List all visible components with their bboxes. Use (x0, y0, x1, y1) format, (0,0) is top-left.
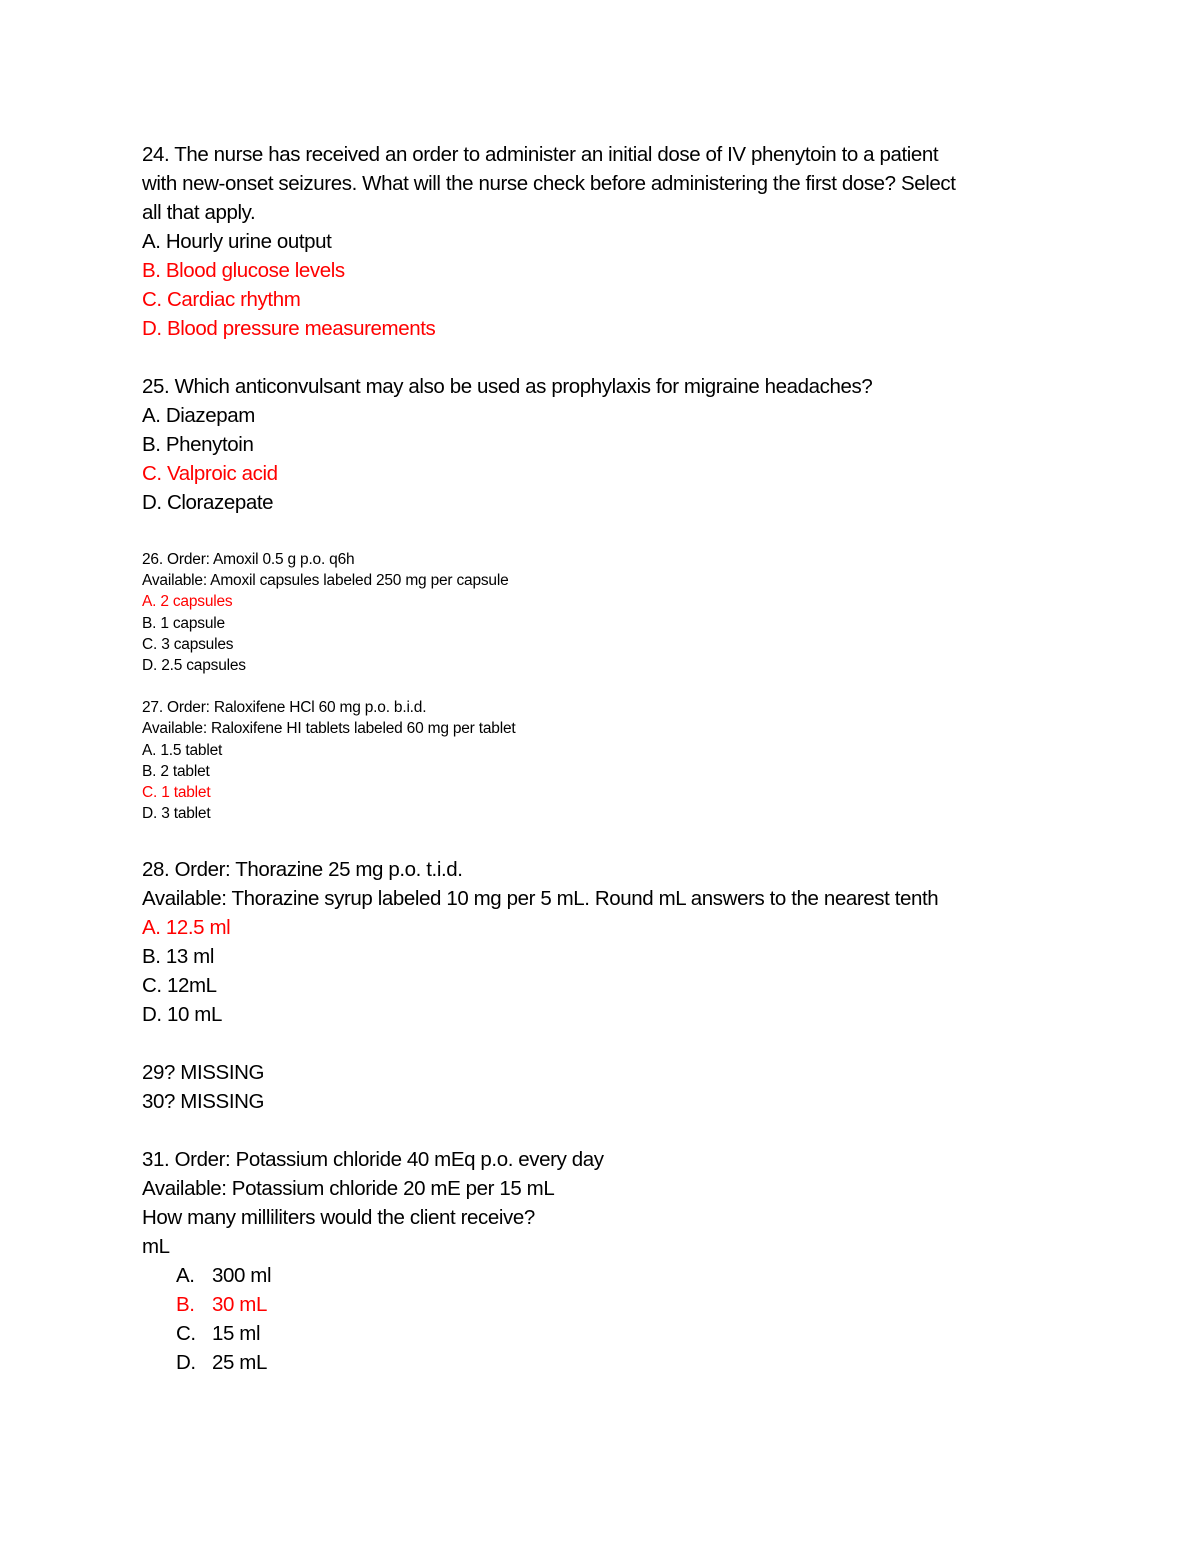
option-text: 15 ml (212, 1322, 261, 1346)
spacer (142, 676, 1062, 697)
document-page (142, 140, 1062, 1377)
question-27-option-a: A. 1.5 tablet (142, 741, 223, 759)
question-31-options (142, 1261, 1062, 1377)
question-27-order: 27. Order: Raloxifene HCl 60 mg p.o. b.i.d. (142, 699, 427, 717)
question-26 (142, 549, 1062, 676)
question-24-line-3: all that apply. (142, 201, 256, 224)
question-25 (142, 372, 1062, 517)
question-28 (142, 855, 1062, 1029)
question-28-available: Available: Thorazine syrup labeled 10 mg per 5 mL. Round mL answers to the nearest tenth (142, 887, 939, 911)
question-31 (142, 1145, 1062, 1377)
option-text: 30 mL (212, 1293, 267, 1317)
question-24-option-a: A. Hourly urine output (142, 230, 332, 253)
question-31-text: How many milliliters would the client receive? (142, 1206, 535, 1230)
missing-29: 29? MISSING (142, 1061, 265, 1085)
question-28-option-d: D. 10 mL (142, 1003, 222, 1027)
question-26-option-d: D. 2.5 capsules (142, 657, 246, 675)
question-27-option-c: C. 1 tablet (142, 784, 211, 802)
question-26-option-a: A. 2 capsules (142, 593, 233, 611)
question-26-option-b: B. 1 capsule (142, 614, 225, 632)
option-label: B. (176, 1293, 195, 1317)
spacer (142, 343, 1062, 372)
question-26-option-c: C. 3 capsules (142, 635, 234, 653)
spacer (142, 1029, 1062, 1058)
question-28-option-b: B. 13 ml (142, 945, 214, 969)
question-27-option-b: B. 2 tablet (142, 762, 210, 780)
question-25-option-b: B. Phenytoin (142, 433, 254, 456)
question-31-available: Available: Potassium chloride 20 mE per 15 mL (142, 1177, 555, 1201)
missing-30: 30? MISSING (142, 1090, 265, 1114)
option-label: C. (176, 1322, 196, 1346)
question-26-order: 26. Order: Amoxil 0.5 g p.o. q6h (142, 551, 355, 568)
question-24-line-2: with new-onset seizures. What will the nurse check before administering the first dose? Select (142, 172, 956, 195)
question-25-option-d: D. Clorazepate (142, 491, 274, 514)
spacer (142, 824, 1062, 855)
question-31-option-c (142, 1319, 1062, 1348)
spacer (142, 1116, 1062, 1145)
question-25-text: 25. Which anticonvulsant may also be used as prophylaxis for migraine headaches? (142, 375, 873, 398)
question-28-option-a: A. 12.5 ml (142, 916, 231, 940)
question-27-available: Available: Raloxifene HI tablets labeled 60 mg per tablet (142, 720, 516, 738)
question-24-option-d: D. Blood pressure measurements (142, 317, 436, 340)
option-label: D. (176, 1351, 196, 1375)
missing-questions (142, 1058, 1062, 1116)
option-text: 300 ml (212, 1264, 272, 1288)
spacer (142, 517, 1062, 549)
question-31-option-a (142, 1261, 1062, 1290)
question-25-option-c: C. Valproic acid (142, 462, 278, 485)
question-25-option-a: A. Diazepam (142, 404, 255, 427)
option-text: 25 mL (212, 1351, 267, 1375)
question-24 (142, 140, 1062, 343)
question-28-option-c: C. 12mL (142, 974, 217, 998)
question-26-available: Available: Amoxil capsules labeled 250 mg per capsule (142, 572, 509, 590)
question-24-option-b: B. Blood glucose levels (142, 259, 345, 282)
question-31-option-b (142, 1290, 1062, 1319)
question-31-order: 31. Order: Potassium chloride 40 mEq p.o. every day (142, 1148, 604, 1172)
question-31-unit: mL (142, 1235, 170, 1259)
question-24-option-c: C. Cardiac rhythm (142, 288, 301, 311)
option-label: A. (176, 1264, 195, 1288)
question-28-order: 28. Order: Thorazine 25 mg p.o. t.i.d. (142, 858, 463, 882)
question-27-option-d: D. 3 tablet (142, 805, 211, 823)
question-27 (142, 697, 1062, 824)
question-24-line-1: 24. The nurse has received an order to administer an initial dose of IV phenytoin to a patient (142, 143, 939, 166)
question-31-option-d (142, 1348, 1062, 1377)
